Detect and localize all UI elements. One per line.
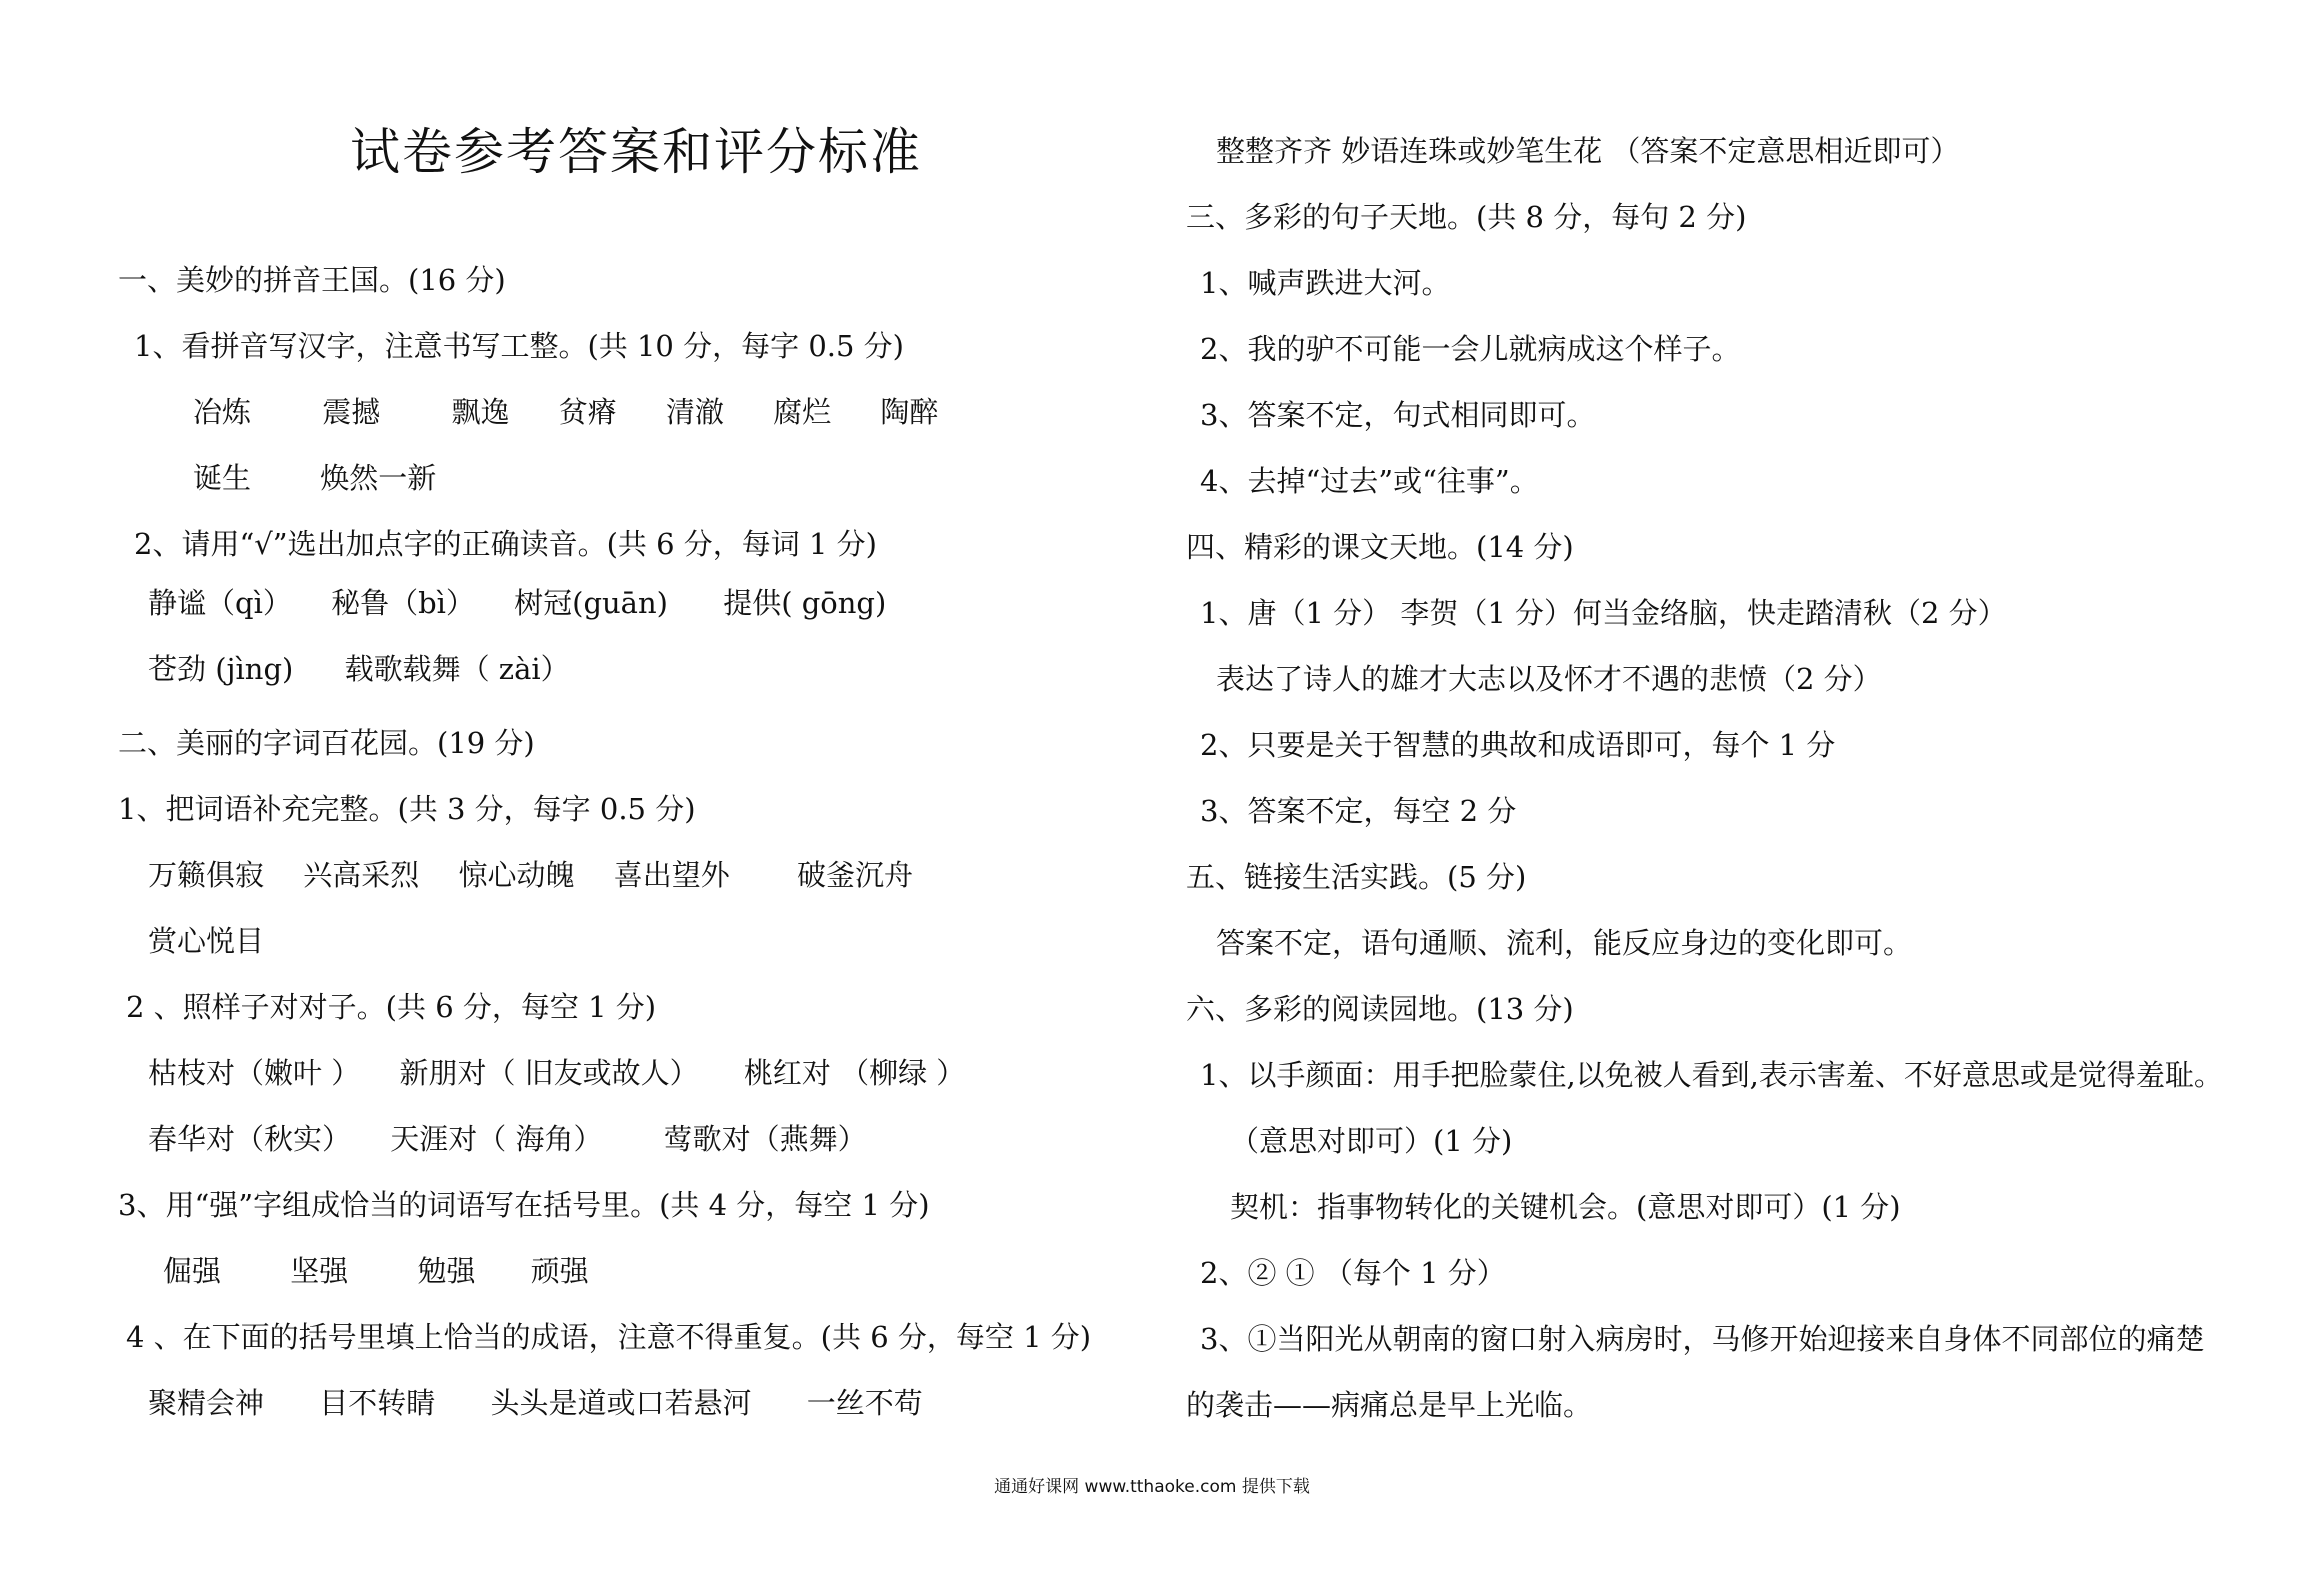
s2-question-3: 3、用“强”字组成恰当的词语写在括号里。(共 4 分，每空 1 分) [118,1188,930,1222]
s2-q4-row1 [148,1386,923,1420]
answer-word: 提供( gōng) [723,586,887,620]
s6-answer-1b: （意思对即可）(1 分) [1230,1124,1513,1158]
s1-q1-words-row1 [193,395,938,429]
answer-word: 清澈 [665,395,724,429]
s2-q1-row2 [148,924,264,958]
page-title: 试卷参考答案和评分标准 [350,123,922,181]
s2-question-1: 1、把词语补充完整。(共 3 分，每字 0.5 分) [118,792,696,826]
answer-word: 春华对（秋实） [148,1122,352,1156]
answer-word: 兴高采烈 [303,858,420,892]
answer-word: 腐烂 [773,395,832,429]
s2-q2-row1 [148,1056,965,1090]
section-4-heading: 四、精彩的课文天地。(14 分) [1186,530,1574,564]
answer-word: 聚精会神 [148,1386,265,1420]
answer-word: 诞生 [193,461,252,495]
s1-question-1: 1、看拼音写汉字，注意书写工整。(共 10 分，每字 0.5 分) [134,329,904,363]
answer-word: 赏心悦目 [148,924,265,958]
answer-word: 天涯对（ 海角） [390,1122,603,1156]
s3-answer-2: 2、我的驴不可能一会儿就病成这个样子。 [1200,332,1741,366]
answer-word: 顽强 [530,1254,589,1288]
s1-q1-words-row2 [193,461,436,495]
answer-word: 新朋对（ 旧友或故人） [399,1056,699,1090]
s2-q2-row2 [148,1122,867,1156]
answer-word: 喜出望外 [613,858,730,892]
section-2-heading: 二、美丽的字词百花园。(19 分) [118,726,535,760]
s3-answer-3: 3、答案不定，句式相同即可。 [1200,398,1596,432]
footer-download-note: 通通好课网 www.tthaoke.com 提供下载 [994,1477,1310,1497]
answer-word: 苍劲 (jìng) [148,652,294,686]
answer-word: 一丝不苟 [806,1386,923,1420]
answer-word: 秘鲁（bì） [331,586,475,620]
s1-question-2: 2、请用“√”选出加点字的正确读音。(共 6 分，每词 1 分) [134,527,877,561]
answer-word: 桃红对 （柳绿 ） [743,1056,966,1090]
s4-answer-1b: 表达了诗人的雄才大志以及怀才不遇的悲愤（2 分） [1216,662,1882,696]
answer-word: 勉强 [417,1254,476,1288]
s5-answer-1: 答案不定，语句通顺、流利，能反应身边的变化即可。 [1216,926,1913,960]
answer-word: 莺歌对（燕舞） [663,1122,867,1156]
s2-q1-row1 [148,858,913,892]
answer-word: 飘逸 [451,395,510,429]
answer-word: 焕然一新 [320,461,437,495]
section-6-heading: 六、多彩的阅读园地。(13 分) [1186,992,1574,1026]
s4-answer-1: 1、唐（1 分） 李贺（1 分）何当金络脑，快走踏清秋（2 分） [1200,596,2007,630]
s4-answer-3: 3、答案不定，每空 2 分 [1200,794,1517,828]
continued-answer-line: 整整齐齐 妙语连珠或妙笔生花 （答案不定意思相近即可） [1216,134,1960,168]
answer-word: 冶炼 [193,395,252,429]
answer-word: 静谧（qì） [148,586,292,620]
answer-word: 倔强 [163,1254,222,1288]
answer-word: 目不转睛 [319,1386,436,1420]
s3-answer-1: 1、喊声跌进大河。 [1200,266,1451,300]
s2-question-4: 4 、在下面的括号里填上恰当的成语，注意不得重复。(共 6 分，每空 1 分) [126,1320,1092,1354]
section-1-heading: 一、美妙的拼音王国。(16 分) [118,263,506,297]
s3-answer-4: 4、去掉“过去”或“往事”。 [1200,464,1539,498]
answer-word: 破釜沉舟 [796,858,913,892]
answer-word: 树冠(guān) [514,586,668,620]
s6-answer-2: 2、② ① （每个 1 分） [1200,1256,1506,1290]
answer-word: 坚强 [290,1254,349,1288]
s2-question-2: 2 、照样子对对子。(共 6 分，每空 1 分) [126,990,657,1024]
answer-word: 震撼 [322,395,381,429]
s1-q2-row2 [148,652,570,686]
s2-q3-row1 [163,1254,589,1288]
section-3-heading: 三、多彩的句子天地。(共 8 分，每句 2 分) [1186,200,1747,234]
s6-answer-3: 3、①当阳光从朝南的窗口射入病房时，马修开始迎接来自身体不同部位的痛楚 [1200,1322,2205,1356]
answer-word: 贫瘠 [558,395,617,429]
s4-answer-2: 2、只要是关于智慧的典故和成语即可，每个 1 分 [1200,728,1836,762]
s6-answer-1c: 契机：指事物转化的关键机会。(意思对即可）(1 分) [1230,1190,1901,1224]
s1-q2-row1 [148,586,886,620]
answer-word: 载歌载舞（ zài） [344,652,570,686]
answer-word: 万籁俱寂 [148,858,265,892]
answer-word: 枯枝对（嫩叶 ） [148,1056,361,1090]
s6-answer-3b: 的袭击——病痛总是早上光临。 [1186,1388,1593,1422]
answer-word: 陶醉 [880,395,939,429]
answer-word: 头头是道或口若悬河 [490,1386,752,1420]
s6-answer-1: 1、以手颜面：用手把脸蒙住,以免被人看到,表示害羞、不好意思或是觉得羞耻。 [1200,1058,2223,1092]
answer-word: 惊心动魄 [458,858,575,892]
section-5-heading: 五、链接生活实践。(5 分) [1186,860,1527,894]
